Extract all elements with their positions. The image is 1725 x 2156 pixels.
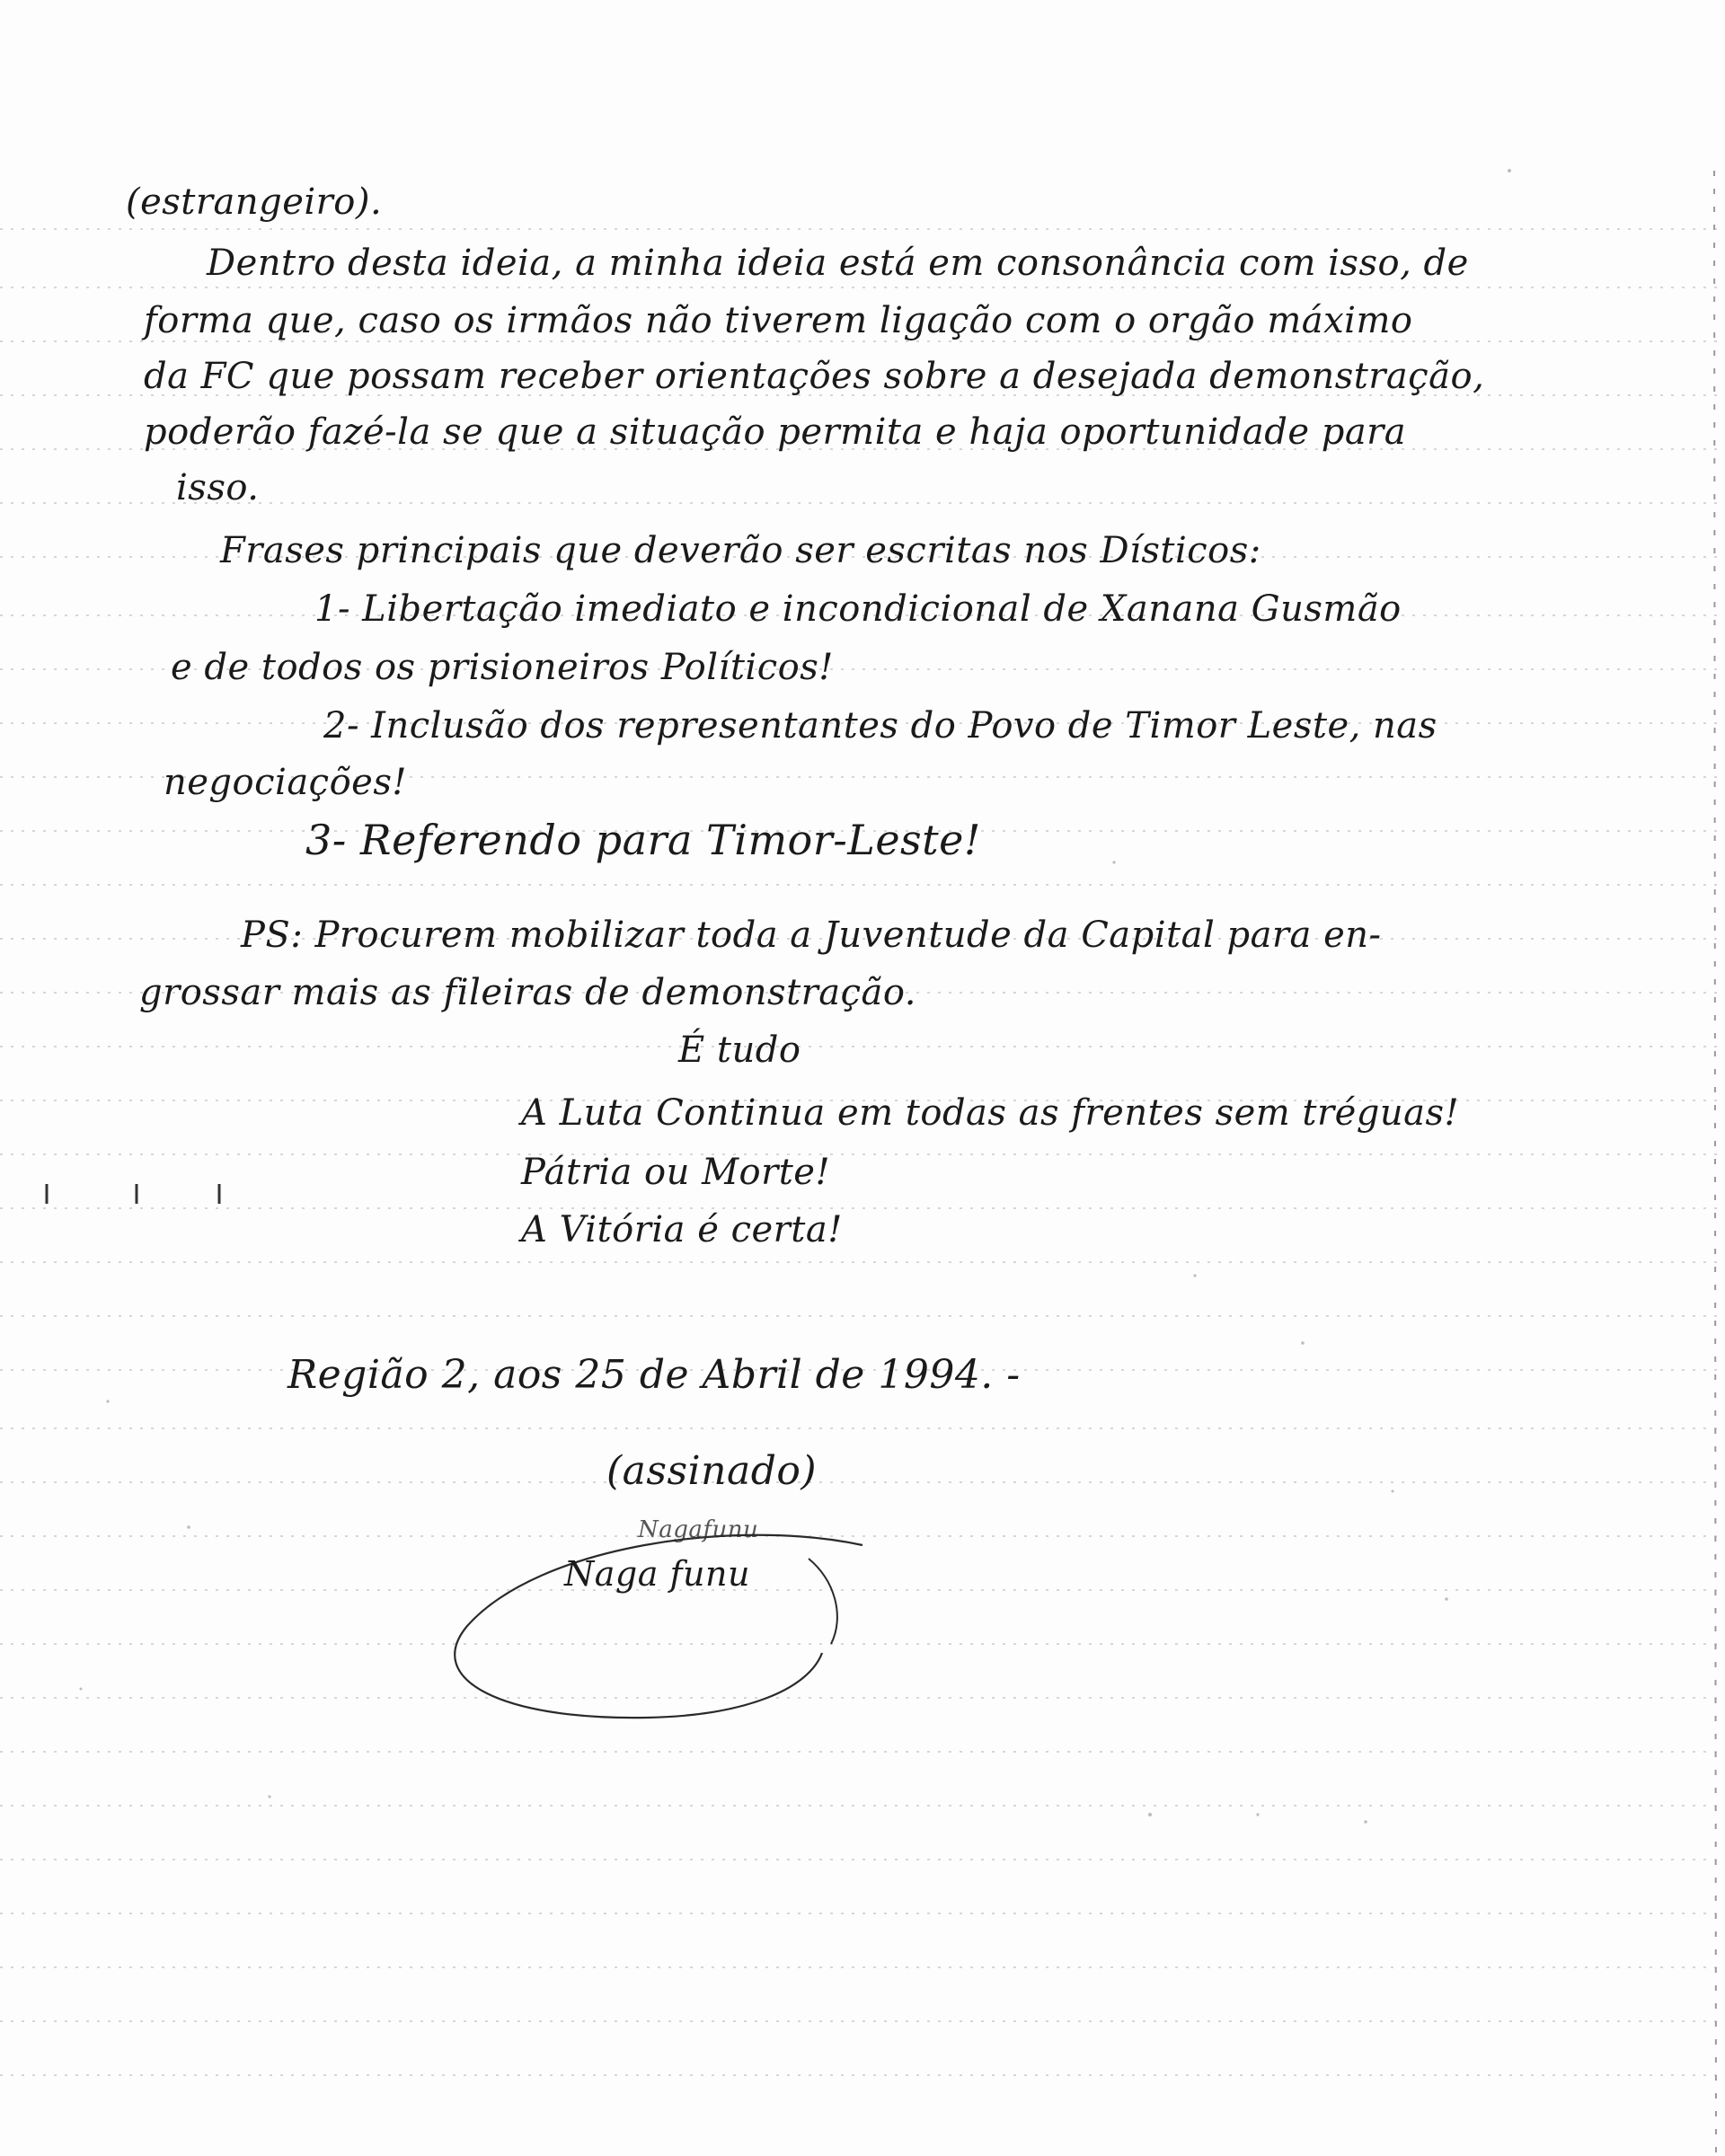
text-line-10: 2- Inclusão dos representantes do Povo de Timor Leste, nas (323, 705, 1438, 747)
text-line-16: A Luta Continua em todas as frentes sem tréguas! (521, 1092, 1460, 1134)
text-line-8: 1- Libertação imediato e incondicional de Xanana Gusmão (314, 588, 1402, 630)
text-line-7: Frases principais que deverão ser escritas nos Dísticos: (220, 530, 1261, 571)
text-line-12: 3- Referendo para Timor-Leste! (305, 816, 981, 864)
text-line-15: É tudo (678, 1029, 801, 1071)
text-line-11: negociações! (164, 762, 407, 803)
signature-scribble: Nagafunu (638, 1516, 759, 1543)
text-line-2: Dentro desta ideia, a minha ideia está em consonância com isso, de (207, 243, 1469, 284)
text-line-14: grossar mais as fileiras de demonstração. (139, 972, 916, 1013)
text-line-4: da FC que possam receber orientações sobre a desejada demonstração, (144, 356, 1485, 397)
text-line-20: (assinado) (606, 1448, 818, 1494)
signature-name: Naga funu (564, 1554, 750, 1594)
text-line-17: Pátria ou Morte! (521, 1152, 831, 1193)
text-line-19: Região 2, aos 25 de Abril de 1994. - (288, 1352, 1021, 1398)
text-line-1: (estrangeiro). (126, 181, 383, 223)
text-line-13: PS: Procurem mobilizar toda a Juventude da Capital para en- (241, 915, 1382, 956)
text-line-9: e de todos os prisioneiros Políticos! (171, 647, 834, 688)
text-line-5: poderão fazé-la se que a situação permita e haja oportunidade para (144, 411, 1407, 453)
text-line-18: A Vitória é certa! (521, 1209, 843, 1250)
text-line-3: forma que, caso os irmãos não tiverem ligação com o orgão máximo (144, 300, 1413, 341)
text-line-6: isso. (176, 467, 260, 508)
